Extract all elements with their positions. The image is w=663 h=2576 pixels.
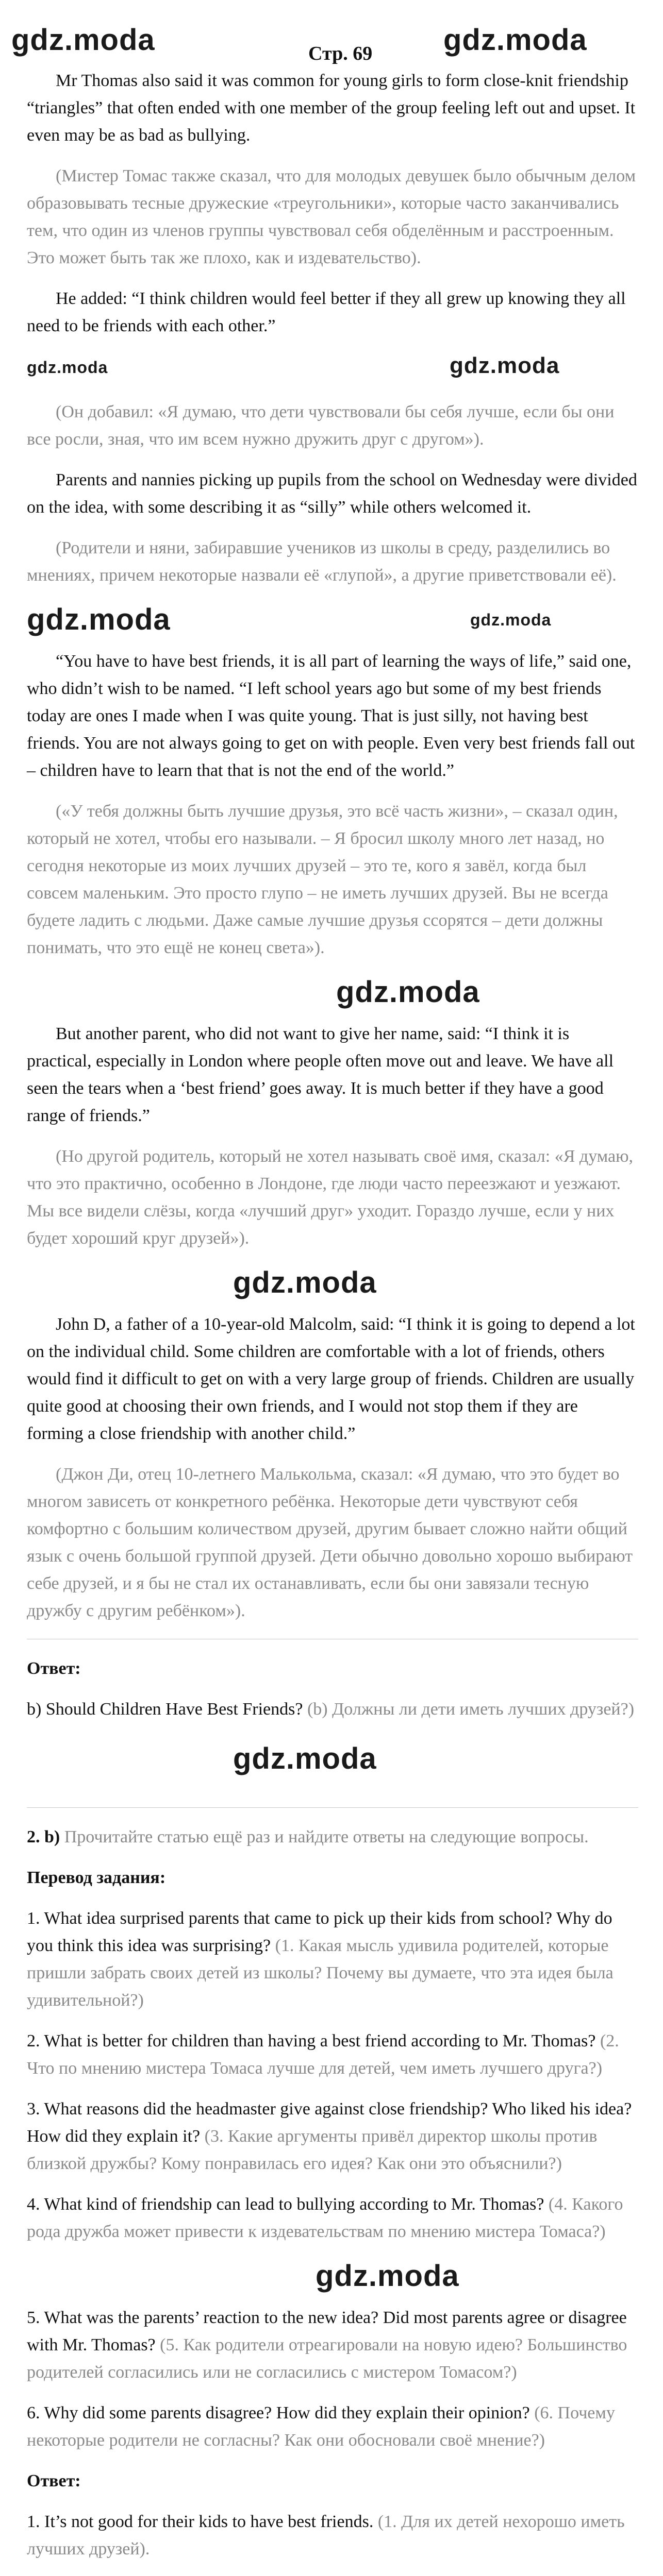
paragraph-en: But another parent, who did not want to give her name, said: “I think it is practical, especially in London where people often move out and leave. We have all seen the tears when a ‘best friend’ goes away. It is much better if they have a good range of friends.”: [27, 1024, 614, 1125]
watermark-row: [27, 2259, 638, 2304]
question-item: 6. Why did some parents disagree? How did they explain their opinion? (6. Почему некоторые родители не согласны? Как они обосновали своё мнение?): [27, 2403, 615, 2450]
watermark: gdz.moda: [27, 358, 108, 377]
paragraph-ru: («У тебя должны быть лучшие друзья, это всё часть жизни», – сказал один, который не хотел, чтобы его называли. – Я бросил школу много лет назад, но сегодня некоторые из моих лучших друзей – это те, кого я завёл, когда был совсем маленьким. Это просто глупо – не иметь лучших друзей. Вы не всегда будете ладить с людьми. Даже самые лучшие друзья ссорятся – дети должны понимать, что это ещё не конец света»).: [27, 802, 618, 957]
paragraph-en: Mr Thomas also said it was common for young girls to form close-knit friendship “triangles” that often ended with one member of the group feeling left out and upset. It even may be as bad as bullying.: [27, 71, 636, 145]
question-item: 1. What idea surprised parents that came to pick up their kids from school? Why do you think this idea was surprising? (1. Какая мысль удивила родителей, которые пришли забрать своих детей из школы? Почему вы думаете, что эта идея была удивительной?): [27, 1909, 614, 2010]
page-header: [0, 15, 663, 62]
watermark: gdz.moda: [233, 1266, 377, 1299]
task-heading: Перевод задания:: [27, 1868, 166, 1887]
brand-logo-left: gdz.moda: [11, 23, 155, 57]
article-content: [27, 67, 638, 2576]
paragraph-en: He added: “I think children would feel better if they all grew up knowing they all need to be friends with each other.”: [27, 289, 626, 335]
watermark: gdz.moda: [316, 2259, 459, 2293]
watermark: gdz.moda: [27, 603, 171, 636]
watermark-row: [27, 602, 638, 648]
watermark-row: [27, 975, 638, 1020]
paragraph-ru: (Но другой родитель, который не хотел называть своё имя, сказал: «Я думаю, что это практично, особенно в Лондоне, где люди часто переезжают и уезжают. Мы все видели слёзы, когда «лучший друг» уходит. Гораздо лучше, если у них будет хороший круг друзей»).: [27, 1147, 634, 1248]
paragraph-ru: (Он добавил: «Я думаю, что дети чувствовали бы себя лучше, если бы они все росли, зная, что им всем нужно дружить друг с другом»).: [27, 402, 615, 449]
watermark: gdz.moda: [450, 353, 560, 378]
paragraph-en: Parents and nannies picking up pupils from the school on Wednesday were divided on the idea, with some describing it as “silly” while others welcomed it.: [27, 470, 637, 517]
watermark-row: [27, 1736, 638, 1793]
paragraph-en: John D, a father of a 10-year-old Malcolm, said: “I think it is going to depend a lot on the individual child. Some children are comfortable with a lot of friends, others would find it difficult to get on with a very large group of friends. Children are usually quite good at choosing their own friends, and I would not stop them if they are forming a close friendship with another child.”: [27, 1315, 635, 1443]
paragraph-en: “You have to have best friends, it is all part of learning the ways of life,” said one, who didn’t wish to be named. “I left school years ago but some of my best friends today are ones I made when I was quite young. That is just silly, not having best friends. You are not always going to get on with people. Even very best friends fall out – children have to learn that that is not the end of the world.”: [27, 652, 635, 780]
question-item: 3. What reasons did the headmaster give against close friendship? Who liked his idea? How did they explain it? (3. Какие аргументы привёл директор школы против близкой дружбы? Кому понравилась его идея? Как они это объяснили?): [27, 2099, 632, 2173]
answer-item: 1. It’s not good for their kids to have best friends. (1. Для их детей нехорошо иметь лучших друзей).: [27, 2512, 625, 2558]
answer-label: Ответ:: [27, 2471, 81, 2490]
answer-label: Ответ:: [27, 1659, 81, 1678]
paragraph-ru: (Родители и няни, забиравшие учеников из школы в среду, разделились во мнениях, причем некоторые назвали её «глупой», а другие приветствовали её).: [27, 538, 617, 585]
paragraph-ru: (Джон Ди, отец 10-летнего Малькольма, сказал: «Я думаю, что это будет во многом зависеть от конкретного ребёнка. Некоторые дети чувствуют себя комфортно с большим количеством друзей, другим бывает сложно найти общий язык с очень большой группой друзей. Дети обычно довольно хорошо выбирают себе друзей, и я бы не стал их останавливать, если бы они завязали тесную дружбу с другим ребёнком»).: [27, 1465, 633, 1620]
paragraph-ru: (Мистер Томас также сказал, что для молодых девушек было обычным делом образовывать тесные дружеские «треугольники», которые часто заканчивались тем, что один из членов группы чувствовал себя обделённым и расстроенным. Это может быть так же плохо, как и издевательство).: [27, 166, 636, 267]
brand-logo-right: gdz.moda: [443, 23, 587, 57]
question-item: 4. What kind of friendship can lead to bullying according to Mr. Thomas? (4. Какого рода дружба может привести к издевательствам по мнению мистера Томаса?): [27, 2195, 623, 2241]
watermark: gdz.moda: [470, 611, 552, 629]
watermark-row: [27, 353, 638, 398]
question-item: 5. What was the parents’ reaction to the new idea? Did most parents agree or disagree with Mr. Thomas? (5. Как родители отреагировали на новую идею? Большинство родителей согласились или не согласились с мистером Томасом?): [27, 2308, 627, 2382]
watermark: gdz.moda: [336, 975, 480, 1009]
watermark-row: [27, 1265, 638, 1311]
divider: [27, 1807, 638, 1808]
answer-title: b) Should Children Have Best Friends? (b) Должны ли дети иметь лучших друзей?): [27, 1700, 635, 1719]
watermark: gdz.moda: [233, 1742, 377, 1775]
page-number: Стр. 69: [308, 43, 373, 64]
question-item: 2. What is better for children than having a best friend according to Mr. Thomas? (2. Что по мнению мистера Томаса лучше для детей, чем иметь лучшего друга?): [27, 2031, 619, 2078]
task-instruction: 2. b) Прочитайте статью ещё раз и найдите ответы на следующие вопросы.: [27, 1827, 589, 1846]
